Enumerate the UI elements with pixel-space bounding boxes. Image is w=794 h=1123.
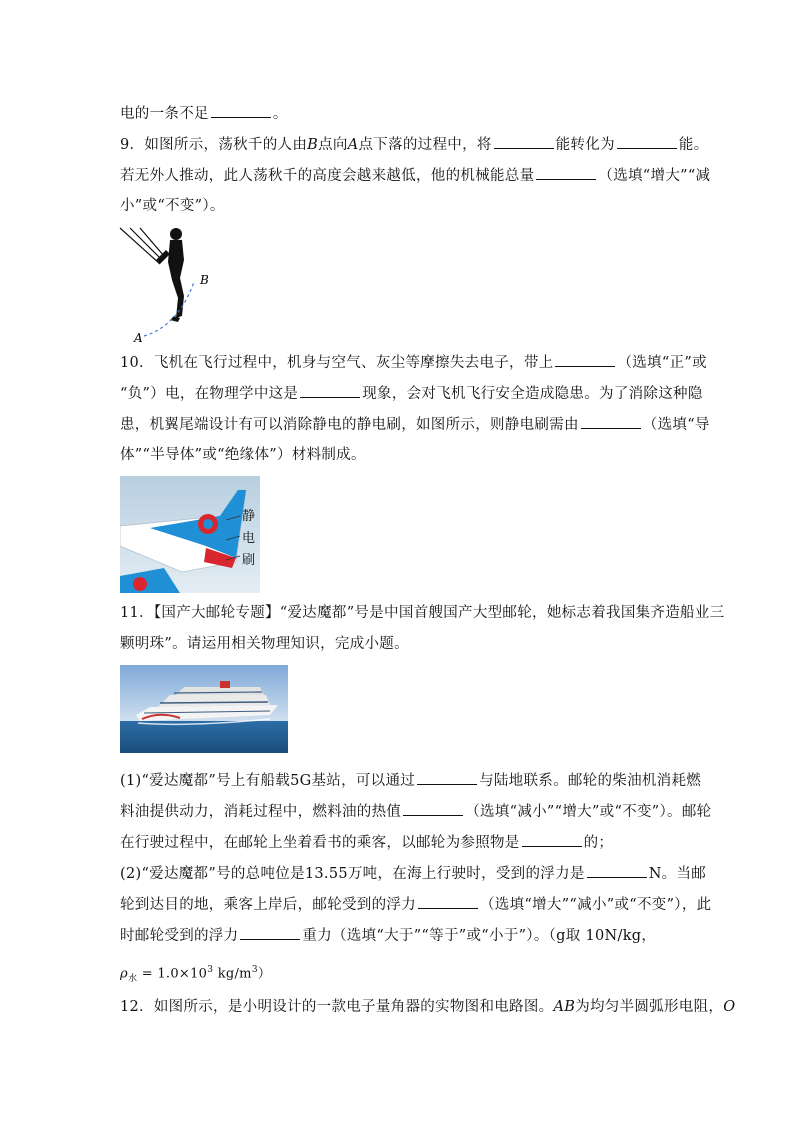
sub-question-2-line-3: 时邮轮受到的浮力 重力（选填“大于”“等于”或“小于”）。（g取 10N/kg， [120, 925, 656, 946]
question-10-line-2: “负”）电，在物理学中这是 现象，会对飞机飞行安全造成隐患。为了消除这种隐 [120, 383, 703, 404]
cruise-ship-photo [120, 665, 288, 753]
answer-blank[interactable] [403, 801, 463, 816]
sub-question-2-line-1: (2)“爱达魔都”号的总吨位是13.55万吨，在海上行驶时，受到的浮力是 N。当邮 [120, 863, 706, 884]
answer-blank[interactable] [522, 832, 582, 847]
label-jing: 静 [242, 509, 256, 524]
density-formula: $\rho_水 = 1.0\times 10^3$ $kg/m^3$） [120, 965, 272, 984]
sub-question-2-line-2: 轮到达目的地，乘客上岸后，邮轮受到的浮力 （选填“增大”“减小”或“不变”），此 [120, 894, 711, 915]
sub-question-1-line-1: (1)“爱达魔都”号上有船载5G基站，可以通过 与陆地联系。邮轮的柴油机消耗燃 [120, 770, 701, 791]
airplane-tail-photo [120, 476, 260, 593]
answer-blank[interactable] [417, 770, 477, 785]
sub-question-1-line-3: 在行驶过程中，在邮轮上坐着看书的乘客，以邮轮为参照物是 的； [120, 832, 613, 853]
label-shua: 刷 [242, 553, 256, 568]
question-9-line-1: 9．如图所示，荡秋千的人由B点向A点下落的过程中，将 能转化为 能。 [120, 134, 709, 155]
answer-blank[interactable] [587, 863, 647, 878]
answer-blank[interactable] [418, 894, 478, 909]
answer-blank[interactable] [555, 352, 615, 367]
question-9-line-3: 小”或“不变”）。 [120, 198, 225, 214]
answer-blank[interactable] [536, 165, 596, 180]
question-9-line-2: 若无外人推动，此人荡秋千的高度会越来越低，他的机械能总量 （选填“增大”“减 [120, 165, 710, 186]
question-10-line-1: 10．飞机在飞行过程中，机身与空气、灰尘等摩擦失去电子，带上 （选填“正”或 [120, 352, 707, 373]
sub-question-1-line-2: 料油提供动力，消耗过程中，燃料油的热值 （选填“减小”“增大”或“不变”）。邮轮 [120, 801, 711, 822]
answer-blank[interactable] [240, 925, 300, 940]
point-a-label: A [134, 331, 143, 345]
question-11-line-2: 颗明珠”。请运用相关物理知识，完成小题。 [120, 636, 409, 652]
answer-blank[interactable] [300, 383, 360, 398]
swing-figure [118, 226, 218, 346]
question-12-line-1: 12．如图所示，是小明设计的一款电子量角器的实物图和电路图。AB为均匀半圆弧形电阻，O [120, 999, 736, 1015]
answer-blank[interactable] [581, 414, 641, 429]
label-dian: 电 [242, 531, 256, 546]
question-10-line-4: 体”“半导体”或“绝缘体”）材料制成。 [120, 447, 366, 463]
line-l0: 电的一条不足 。 [120, 103, 288, 124]
question-11-line-1: 11．【国产大邮轮专题】“爱达魔都”号是中国首艘国产大型邮轮，她标志着我国集齐造船业三 [120, 605, 725, 621]
answer-blank[interactable] [494, 134, 554, 149]
answer-blank[interactable] [617, 134, 677, 149]
question-10-line-3: 患，机翼尾端设计有可以消除静电的静电刷，如图所示，则静电刷需由 （选填“导 [120, 414, 710, 435]
answer-blank[interactable] [211, 103, 271, 118]
point-b-label: B [200, 273, 209, 287]
